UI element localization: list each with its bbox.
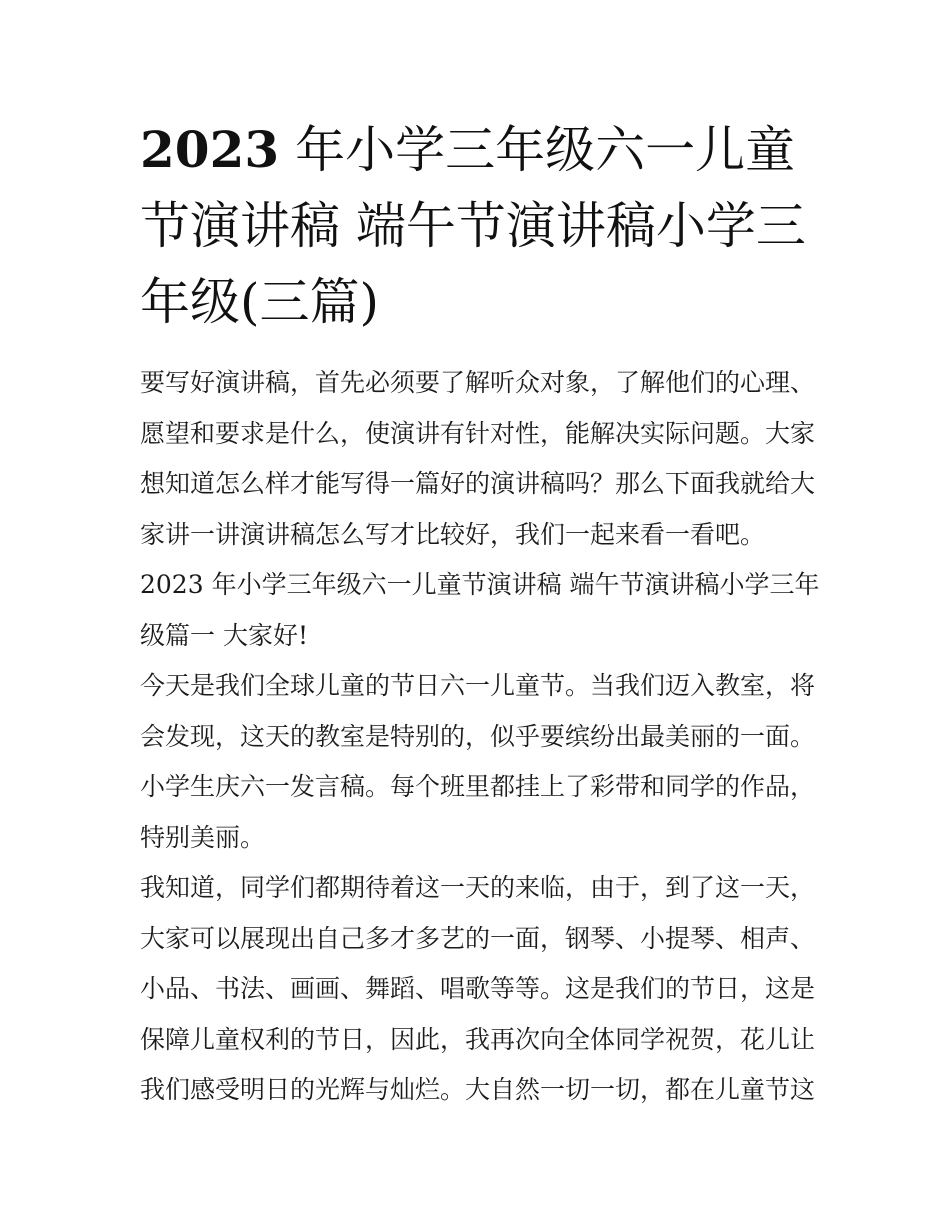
document-title [140,112,820,340]
title-text: 年小学三年级六一儿童节演讲稿 端午节演讲稿小学三年级(三篇) [140,121,806,331]
paragraph-intro: 要写好演讲稿，首先必须要了解听众对象，了解他们的心理、愿望和要求是什么，使演讲有针对性，能解决实际问题。大家想知道怎么样才能写得一篇好的演讲稿吗？那么下面我就给大家讲一讲演讲稿怎么写才比较好，我们一起来看一看吧。 [140,368,816,549]
document-body [140,358,830,1116]
title-year: 2023 [140,120,280,179]
paragraph-3: 我知道，同学们都期待着这一天的来临，由于，到了这一天，大家可以展现出自己多才多艺的一面，钢琴、小提琴、相声、小品、书法、画画、舞蹈、唱歌等等。这是我们的节日，这是保障儿童权利的节日，因此，我再次向全体同学祝贺，花儿让我们感受明日的光辉与灿烂。大自然一切一切，都在儿童节这 [140,873,816,1104]
paragraph-2: 今天是我们全球儿童的节日六一儿童节。当我们迈入教室，将会发现，这天的教室是特别的，似乎要缤纷出最美丽的一面。小学生庆六一发言稿。每个班里都挂上了彩带和同学的作品，特别美丽。 [140,671,816,852]
paragraph-section-heading: 2023 年小学三年级六一儿童节演讲稿 端午节演讲稿小学三年级篇一 大家好! [140,570,820,650]
